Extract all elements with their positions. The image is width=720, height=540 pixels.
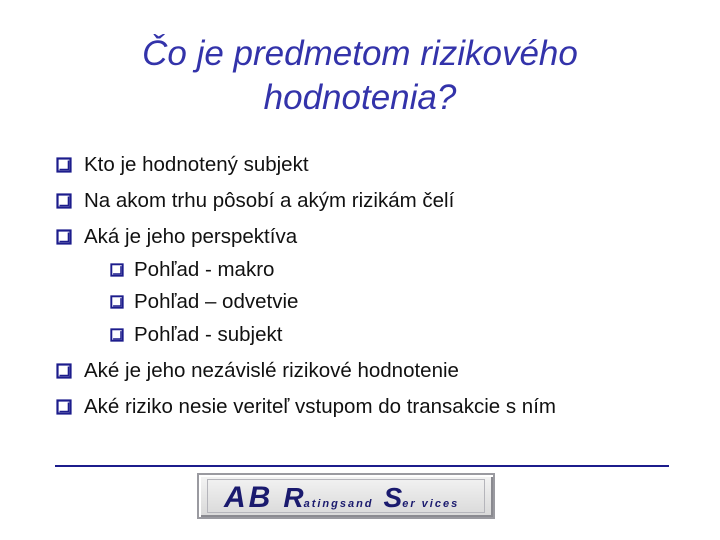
bullet-text: Pohľad – odvetvie [134, 290, 299, 313]
logo-ratings-text: atingsand [303, 498, 374, 510]
sub-bullet-item [110, 320, 282, 350]
checkbox-bullet-icon [110, 263, 124, 277]
checkbox-bullet-icon [56, 193, 72, 209]
logo-ab-text: AB [224, 481, 274, 514]
bullet-text: Pohľad - subjekt [134, 323, 283, 346]
bullet-item [56, 150, 309, 180]
bullet-text: Aká je jeho perspektíva [84, 225, 298, 248]
checkbox-bullet-icon [56, 157, 72, 173]
bullet-text: Na akom trhu pôsobí a akým rizikám čelí [84, 189, 455, 212]
bullet-item [56, 392, 556, 422]
company-logo [197, 473, 495, 519]
bullet-text: Pohľad - makro [134, 258, 275, 281]
checkbox-bullet-icon [56, 229, 72, 245]
footer-divider [55, 465, 669, 467]
logo-s-letter: S [383, 482, 403, 513]
logo-plate [207, 479, 485, 513]
logo-r-letter: R [283, 482, 304, 513]
bullet-item [56, 186, 454, 216]
checkbox-bullet-icon [110, 295, 124, 309]
bullet-text: Aké je jeho nezávislé rizikové hodnotenie [84, 359, 459, 382]
bullet-item [56, 356, 459, 386]
logo-services-text: er vices [402, 498, 460, 510]
title-line-1: Čo je predmetom rizikového [142, 34, 578, 73]
checkbox-bullet-icon [56, 399, 72, 415]
slide-title [60, 32, 660, 120]
checkbox-bullet-icon [110, 328, 124, 342]
sub-bullet-item [110, 255, 274, 285]
bullet-item [56, 222, 297, 252]
title-line-2: hodnotenia? [263, 78, 457, 117]
bullet-text: Aké riziko nesie veriteľ vstupom do transakcie s ním [84, 395, 556, 418]
bullet-text: Kto je hodnotený subjekt [84, 153, 309, 176]
sub-bullet-item [110, 287, 298, 317]
checkbox-bullet-icon [56, 363, 72, 379]
